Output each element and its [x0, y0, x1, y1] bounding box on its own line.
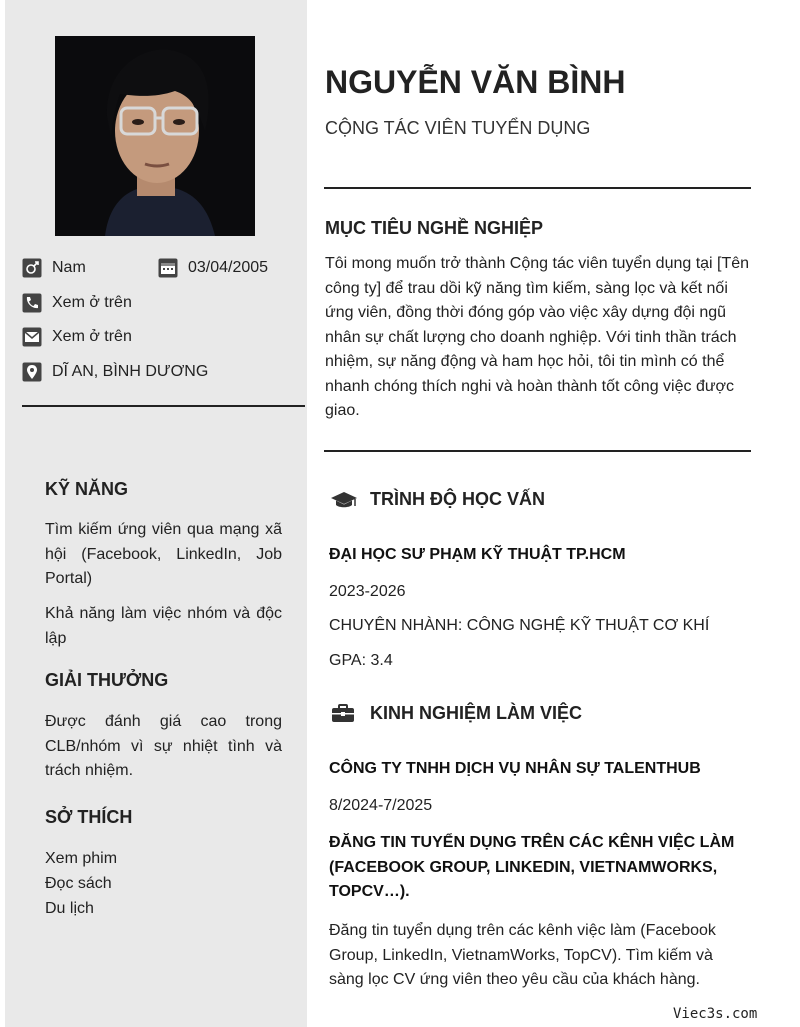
experience-period: 8/2024-7/2025 [329, 797, 433, 814]
objective-text: Tôi mong muốn trở thành Cộng tác viên tuyển dụng tại [Tên công ty] để trau dồi kỹ năng tìm kiếm, sàng lọc và kết nối ứng viên, đồng thời đóng góp vào việc xây dựng đội ngũ nhân sự chất lượng cho doanh nghiệp. Với tinh thần trách nhiệm, sự năng động và ham học hỏi, tôi tin mình có thể nhanh chóng thích nghi và hoàn thành tốt công việc được giao. [325, 255, 750, 419]
skill-item: Khả năng làm việc nhóm và độc lập [45, 605, 282, 647]
education-period: 2023-2026 [329, 583, 406, 600]
briefcase-icon [331, 703, 359, 725]
gender-text: Nam [52, 259, 86, 276]
experience-heading: KINH NGHIỆM LÀM VIỆC [370, 703, 583, 723]
sidebar-divider [22, 405, 305, 407]
email-text: Xem ở trên [52, 328, 132, 345]
school-name: ĐẠI HỌC SƯ PHẠM KỸ THUẬT TP.HCM [329, 546, 626, 563]
header-divider [324, 187, 751, 189]
hobbies-heading: SỞ THÍCH [45, 807, 133, 827]
avatar [55, 36, 255, 236]
hobbies-list [45, 846, 117, 921]
location-pin-icon [22, 362, 42, 382]
company-name: CÔNG TY TNHH DỊCH VỤ NHÂN SỰ TALENTHUB [329, 760, 701, 777]
objective-heading: MỤC TIÊU NGHỀ NGHIỆP [325, 218, 544, 238]
awards-heading: GIẢI THƯỞNG [45, 670, 169, 690]
job-description: Đăng tin tuyển dụng trên các kênh việc làm (Facebook Group, LinkedIn, VietnamWorks, TopCV). Tìm kiếm và sàng lọc CV ứng viên theo yêu cầu của khách hàng. [329, 922, 716, 988]
award-item: Được đánh giá cao trong CLB/nhóm vì sự nhiệt tình và trách nhiệm. [45, 713, 282, 779]
education-gpa: GPA: 3.4 [329, 652, 393, 669]
hobby-item: Xem phim [45, 850, 118, 867]
skill-item: Tìm kiếm ứng viên qua mạng xã hội (Facebook, LinkedIn, Job Portal) [45, 521, 282, 587]
job-position: ĐĂNG TIN TUYỂN DỤNG TRÊN CÁC KÊNH VIỆC LÀM (FACEBOOK GROUP, LINKEDIN, VIETNAMWORKS, TOPCV…). [329, 834, 735, 900]
address-text: DĨ AN, BÌNH DƯƠNG [52, 363, 209, 380]
skills-heading: KỸ NĂNG [45, 479, 129, 499]
candidate-name: NGUYỄN VĂN BÌNH [325, 64, 626, 100]
graduation-cap-icon [330, 489, 358, 511]
candidate-role: CỘNG TÁC VIÊN TUYỂN DỤNG [325, 118, 591, 138]
education-major: CHUYÊN NHÀNH: CÔNG NGHỆ KỸ THUẬT CƠ KHÍ [329, 617, 710, 634]
birthday-text: 03/04/2005 [188, 259, 269, 276]
objective-divider [324, 450, 751, 452]
gender-icon [22, 258, 42, 278]
phone-icon [22, 293, 42, 313]
watermark: Viec3s.com [673, 1006, 758, 1022]
calendar-icon [158, 258, 178, 278]
education-heading: TRÌNH ĐỘ HỌC VẤN [370, 489, 545, 509]
hobby-item: Đọc sách [45, 875, 112, 892]
phone-text: Xem ở trên [52, 294, 132, 311]
email-icon [22, 327, 42, 347]
hobby-item: Du lịch [45, 900, 94, 917]
